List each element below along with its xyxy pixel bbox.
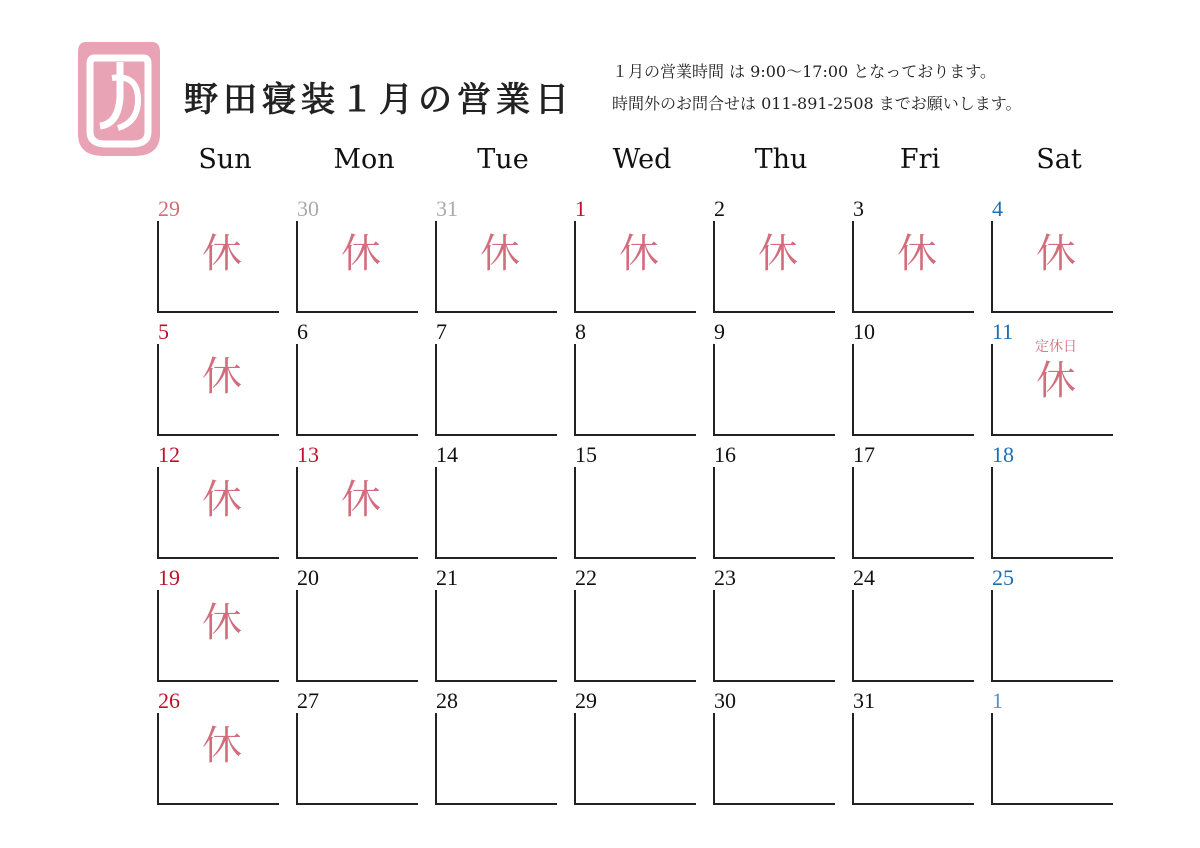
day-number: 30 (714, 688, 736, 713)
cell-frame (991, 713, 1113, 805)
calendar-cell (852, 319, 974, 439)
closed-mark: 休 (897, 231, 937, 277)
day-number: 15 (575, 442, 597, 467)
day-number: 25 (992, 565, 1014, 590)
calendar-cell (713, 196, 835, 316)
calendar-cell (296, 565, 418, 685)
calendar-cell (574, 319, 696, 439)
calendar-cell (157, 565, 279, 685)
day-number: 27 (297, 688, 319, 713)
calendar-cell (157, 319, 279, 439)
cell-frame (713, 467, 835, 559)
cell-frame (574, 467, 696, 559)
day-number: 5 (158, 319, 169, 344)
day-number: 28 (436, 688, 458, 713)
day-number: 9 (714, 319, 725, 344)
day-number: 31 (853, 688, 875, 713)
calendar-cell (852, 196, 974, 316)
calendar-cell (157, 196, 279, 316)
cell-frame (435, 344, 557, 436)
cell-frame (991, 467, 1113, 559)
regular-holiday-label: 定休日 (1035, 339, 1077, 355)
cell-frame (296, 344, 418, 436)
calendar-cell (852, 565, 974, 685)
calendar-cell (574, 688, 696, 808)
weekday-fri: Fri (899, 144, 941, 175)
day-number: 30 (297, 196, 319, 221)
cell-frame (435, 590, 557, 682)
weekday-wed: Wed (612, 144, 672, 175)
cell-frame (296, 590, 418, 682)
calendar-cell (435, 196, 557, 316)
calendar-cell (574, 196, 696, 316)
cell-frame (852, 713, 974, 805)
brand-logo (74, 38, 164, 160)
calendar-cell (435, 319, 557, 439)
cell-frame (296, 713, 418, 805)
cell-frame (574, 344, 696, 436)
calendar-cell (713, 442, 835, 562)
closed-mark: 休 (202, 354, 242, 400)
calendar-cell (713, 565, 835, 685)
day-number: 10 (853, 319, 875, 344)
closed-mark: 休 (202, 231, 242, 277)
calendar-cell (296, 442, 418, 562)
cell-frame (435, 713, 557, 805)
calendar-cell (574, 442, 696, 562)
calendar-cell (991, 565, 1113, 685)
calendar-cell (574, 565, 696, 685)
cell-frame (713, 713, 835, 805)
day-number: 23 (714, 565, 736, 590)
day-number: 6 (297, 319, 308, 344)
cell-frame (852, 467, 974, 559)
day-number: 14 (436, 442, 458, 467)
day-number: 3 (853, 196, 864, 221)
business-hours-notice (612, 56, 1022, 120)
cell-frame (991, 590, 1113, 682)
day-number: 16 (714, 442, 736, 467)
calendar-cell (435, 442, 557, 562)
calendar-cell (435, 565, 557, 685)
day-number: 1 (575, 196, 586, 221)
calendar-cell (852, 442, 974, 562)
calendar-cell (296, 688, 418, 808)
day-number: 11 (992, 319, 1014, 344)
calendar-cell (991, 196, 1113, 316)
calendar-cell (157, 688, 279, 808)
cell-frame (713, 344, 835, 436)
calendar-cell (713, 319, 835, 439)
day-number: 22 (575, 565, 597, 590)
day-number: 20 (297, 565, 319, 590)
day-number: 1 (992, 688, 1003, 713)
day-number: 29 (158, 196, 180, 221)
day-number: 13 (297, 442, 319, 467)
day-number: 18 (992, 442, 1014, 467)
day-number: 4 (992, 196, 1003, 221)
calendar-cell (713, 688, 835, 808)
calendar-cell (157, 442, 279, 562)
day-number: 2 (714, 196, 725, 221)
closed-mark: 休 (341, 477, 381, 523)
closed-mark: 休 (341, 231, 381, 277)
day-number: 17 (853, 442, 875, 467)
day-number: 7 (436, 319, 447, 344)
day-number: 21 (436, 565, 458, 590)
weekday-mon: Mon (333, 144, 395, 175)
closed-mark: 休 (202, 600, 242, 646)
cell-frame (713, 590, 835, 682)
closed-mark: 休 (1036, 231, 1076, 277)
day-number: 31 (436, 196, 458, 221)
calendar-cell (991, 319, 1113, 439)
weekday-tue: Tue (477, 144, 529, 175)
day-number: 26 (158, 688, 180, 713)
day-number: 12 (158, 442, 180, 467)
closed-mark: 休 (202, 723, 242, 769)
cell-frame (574, 590, 696, 682)
day-number: 29 (575, 688, 597, 713)
day-number: 19 (158, 565, 180, 590)
cell-frame (852, 590, 974, 682)
cell-frame (574, 713, 696, 805)
calendar-cell (852, 688, 974, 808)
closed-mark: 休 (619, 231, 659, 277)
day-number: 8 (575, 319, 586, 344)
closed-mark: 休 (202, 477, 242, 523)
calendar-cell (296, 319, 418, 439)
logo-mark (74, 38, 164, 160)
closed-mark: 休 (1036, 358, 1076, 404)
closed-mark: 休 (758, 231, 798, 277)
weekday-sun: Sun (198, 144, 252, 175)
weekday-sat: Sat (1036, 144, 1082, 175)
day-number: 24 (853, 565, 875, 590)
weekday-thu: Thu (754, 144, 808, 175)
calendar-cell (991, 442, 1113, 562)
page-title: 野田寝装１月の営業日 (184, 80, 574, 120)
cell-frame (852, 344, 974, 436)
closed-mark: 休 (480, 231, 520, 277)
notice-contact-line: 時間外のお問合せは 011-891-2508 までお願いします。 (612, 94, 1022, 113)
notice-hours-line: １月の営業時間 は 9:00〜17:00 となっております。 (612, 62, 997, 81)
calendar-cell (435, 688, 557, 808)
calendar-cell (991, 688, 1113, 808)
calendar-cell (296, 196, 418, 316)
cell-frame (435, 467, 557, 559)
